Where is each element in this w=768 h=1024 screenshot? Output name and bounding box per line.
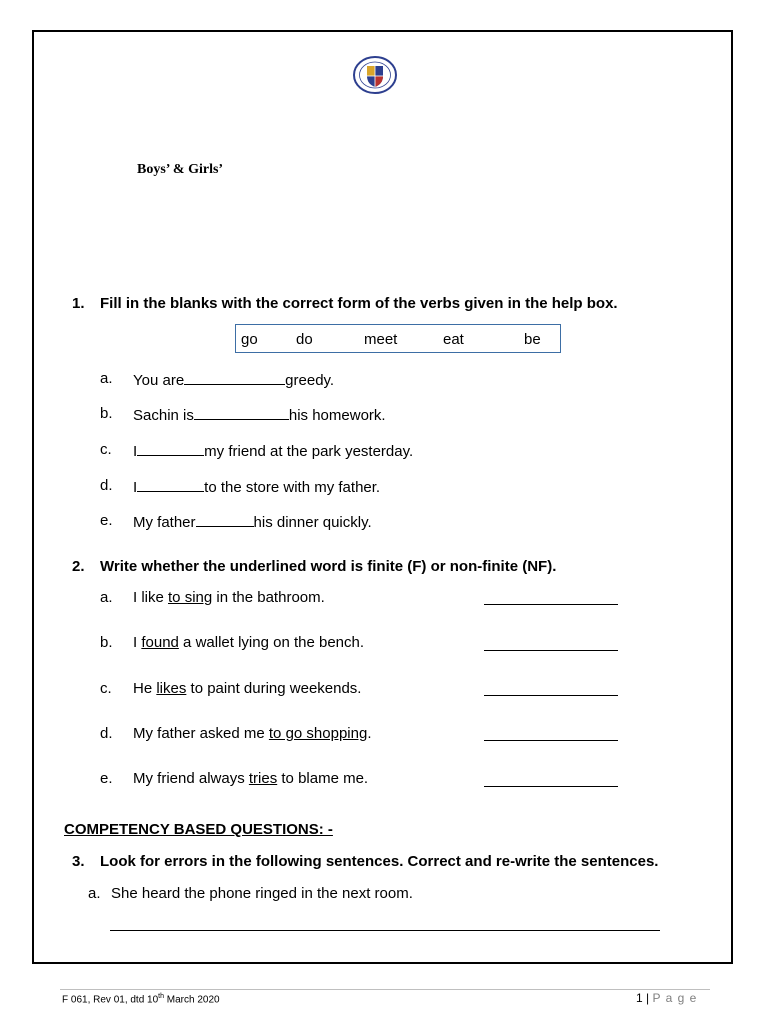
answer-line[interactable] — [484, 786, 618, 787]
answer-line[interactable] — [484, 740, 618, 741]
underlined-word: to sing — [168, 589, 213, 606]
underlined-word: found — [141, 634, 179, 651]
question-3-number: 3. — [72, 853, 85, 870]
school-crest-logo — [352, 55, 398, 95]
question-2-number: 2. — [72, 558, 85, 575]
question-3-title: Look for errors in the following sentences. Correct and re-write the sentences. — [100, 853, 659, 870]
question-1-heading — [72, 295, 618, 312]
question-2-heading — [72, 558, 556, 575]
question-1-title: Fill in the blanks with the correct form of the verbs given in the help box. — [100, 295, 618, 312]
underlined-word: to go shopping — [268, 725, 368, 742]
help-word: eat — [443, 331, 464, 348]
question-2-title: Write whether the underlined word is finite (F) or non-finite (NF). — [100, 558, 557, 575]
answer-line[interactable] — [484, 650, 618, 651]
fill-blank[interactable] — [196, 512, 254, 527]
competency-heading: COMPETENCY BASED QUESTIONS: - — [64, 821, 333, 838]
answer-line[interactable] — [484, 604, 618, 605]
greeting-text: Boys’ & Girls’ — [137, 162, 224, 177]
help-word: do — [296, 331, 313, 348]
underlined-word: likes — [156, 680, 187, 697]
question-1-number: 1. — [72, 295, 85, 312]
question-3-heading — [72, 853, 658, 870]
underlined-word: tries — [248, 770, 278, 787]
help-word: go — [241, 331, 258, 348]
fill-blank[interactable] — [184, 370, 285, 385]
answer-line[interactable] — [110, 930, 660, 931]
fill-blank[interactable] — [137, 477, 204, 492]
help-word: meet — [364, 331, 398, 348]
form-reference: F 061, Rev 01, dtd 10th March 2020 — [62, 993, 220, 1006]
page-number: 1 | P a g e — [636, 991, 698, 1005]
help-word: be — [524, 331, 541, 348]
footer-divider — [60, 989, 710, 990]
answer-line[interactable] — [484, 695, 618, 696]
fill-blank[interactable] — [137, 441, 204, 456]
fill-blank[interactable] — [194, 405, 289, 420]
help-box — [235, 324, 561, 353]
